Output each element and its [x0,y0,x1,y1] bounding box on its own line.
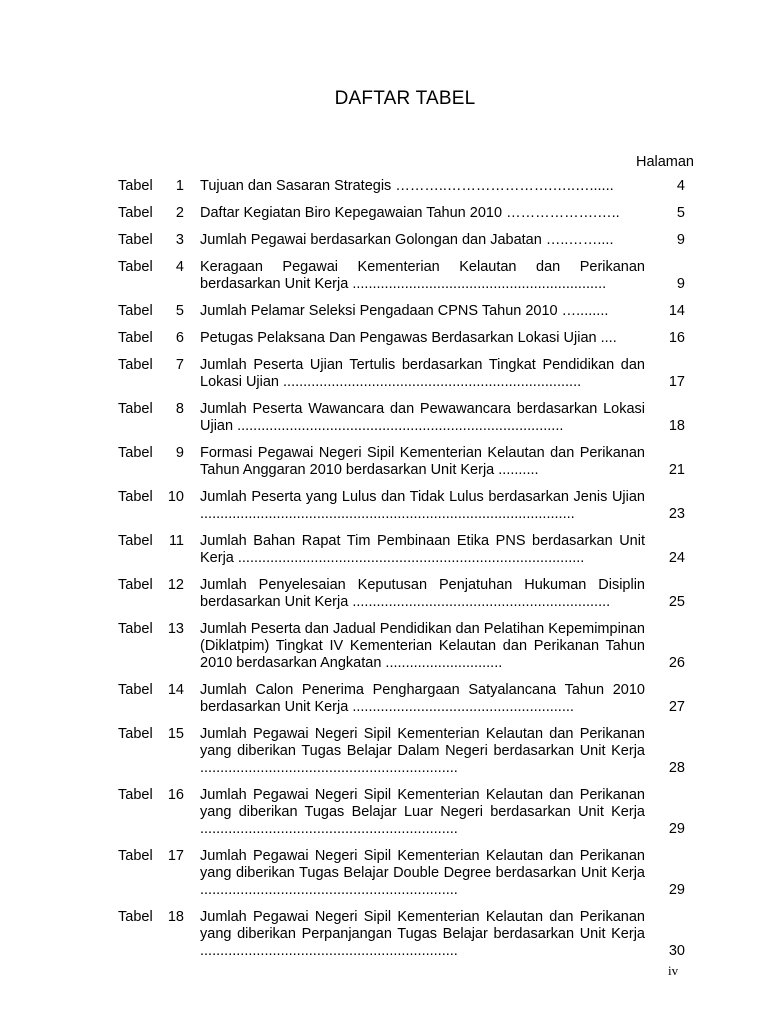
entry-description: Formasi Pegawai Negeri Sipil Kementerian Kelautan dan Perikanan Tahun Anggaran 2010 berdasarkan Unit Kerja .......... [200,445,645,478]
list-item[interactable] [0,303,768,320]
entry-description: Keragaan Pegawai Kementerian Kelautan dan Perikanan berdasarkan Unit Kerja ............................................................... [200,259,645,292]
entry-label: Tabel [118,357,153,373]
entry-description: Jumlah Calon Penerima Penghargaan Satyalancana Tahun 2010 berdasarkan Unit Kerja ....................................................... [200,682,645,715]
list-item[interactable] [0,489,768,523]
entry-number: 9 [175,445,184,461]
entry-number: 13 [167,621,184,637]
entry-page-number: 29 [668,821,685,837]
entry-description: Jumlah Peserta dan Jadual Pendidikan dan Pelatihan Kepemimpinan (Diklatpim) Tingkat IV Kementerian Kelautan dan Perikanan Tahun 2010 berdasarkan Angkatan ............................. [200,621,645,671]
entry-description: Jumlah Penyelesaian Keputusan Penjatuhan Hukuman Disiplin berdasarkan Unit Kerja ................................................................ [200,577,645,610]
list-item[interactable] [0,726,768,777]
entry-page-number: 24 [668,550,685,566]
entry-label: Tabel [118,489,153,505]
entry-page-number: 5 [676,205,685,221]
page-column-header: Halaman [635,154,694,170]
entry-number: 16 [167,787,184,803]
entry-number: 10 [167,489,184,505]
entry-label: Tabel [118,401,153,417]
entry-label: Tabel [118,682,153,698]
entry-description: Jumlah Pegawai berdasarkan Golongan dan Jabatan …..…….... [200,232,614,248]
entry-number: 8 [175,401,184,417]
list-item[interactable] [0,205,768,222]
entry-description: Jumlah Peserta Ujian Tertulis berdasarkan Tingkat Pendidikan dan Lokasi Ujian .......................................................................... [200,357,645,390]
entry-description: Jumlah Pegawai Negeri Sipil Kementerian Kelautan dan Perikanan yang diberikan Tugas Belajar Dalam Negeri berdasarkan Unit Kerja ................................................................ [200,726,645,776]
list-item[interactable] [0,259,768,293]
list-item[interactable] [0,401,768,435]
list-item[interactable] [0,621,768,672]
entry-label: Tabel [118,330,153,346]
entry-page-number: 26 [668,655,685,671]
entry-label: Tabel [118,445,153,461]
entry-page-number: 16 [668,330,685,346]
entry-number: 18 [167,909,184,925]
entry-number: 5 [175,303,184,319]
entry-description: Tujuan dan Sasaran Strategis ………..………………….…..…...... [200,178,614,194]
entry-description: Jumlah Pegawai Negeri Sipil Kementerian Kelautan dan Perikanan yang diberikan Tugas Belajar Double Degree berdasarkan Unit Kerja ................................................................ [200,848,645,898]
list-item[interactable] [0,577,768,611]
entry-number: 12 [167,577,184,593]
entry-description: Jumlah Bahan Rapat Tim Pembinaan Etika PNS berdasarkan Unit Kerja ...................................................................................... [200,533,645,566]
entry-description: Jumlah Peserta yang Lulus dan Tidak Lulus berdasarkan Jenis Ujian ............................................................................................. [200,489,645,522]
entry-page-number: 30 [668,943,685,959]
entry-description: Jumlah Pegawai Negeri Sipil Kementerian Kelautan dan Perikanan yang diberikan Tugas Belajar Luar Negeri berdasarkan Unit Kerja ................................................................ [200,787,645,837]
entry-description: Daftar Kegiatan Biro Kepegawaian Tahun 2010 ……………….….. [200,205,620,221]
entry-page-number: 25 [668,594,685,610]
entry-number: 1 [175,178,184,194]
list-item[interactable] [0,909,768,960]
entry-page-number: 9 [676,276,685,292]
entry-label: Tabel [118,533,153,549]
list-item[interactable] [0,330,768,347]
entry-label: Tabel [118,178,153,194]
entry-label: Tabel [118,205,153,221]
entry-label: Tabel [118,909,153,925]
entry-description: Jumlah Peserta Wawancara dan Pewawancara berdasarkan Lokasi Ujian ................................................................................. [200,401,645,434]
list-item[interactable] [0,178,768,195]
list-item[interactable] [0,232,768,249]
entry-page-number: 18 [668,418,685,434]
entry-number: 11 [168,533,184,549]
list-item[interactable] [0,682,768,716]
entry-page-number: 17 [668,374,685,390]
entry-number: 2 [175,205,184,221]
footer-page-number: iv [668,963,679,978]
entry-label: Tabel [118,577,153,593]
entry-number: 14 [167,682,184,698]
entry-page-number: 28 [668,760,685,776]
page-title: DAFTAR TABEL [334,88,476,109]
entry-page-number: 14 [668,303,685,319]
entry-label: Tabel [118,848,153,864]
list-item[interactable] [0,357,768,391]
entry-description: Petugas Pelaksana Dan Pengawas Berdasarkan Lokasi Ujian .... [200,330,617,346]
list-item[interactable] [0,445,768,479]
entry-label: Tabel [118,726,153,742]
list-item[interactable] [0,787,768,838]
entry-number: 15 [167,726,184,742]
entry-page-number: 27 [668,699,685,715]
entry-label: Tabel [118,787,153,803]
entry-number: 4 [175,259,184,275]
entry-number: 3 [175,232,184,248]
entry-label: Tabel [118,303,153,319]
entry-page-number: 23 [668,506,685,522]
entry-page-number: 29 [668,882,685,898]
entry-page-number: 4 [676,178,685,194]
entry-page-number: 21 [668,462,685,478]
entry-number: 7 [175,357,184,373]
entry-description: Jumlah Pelamar Seleksi Pengadaan CPNS Tahun 2010 …........ [200,303,609,319]
list-item[interactable] [0,848,768,899]
entry-number: 6 [175,330,184,346]
entry-label: Tabel [118,621,153,637]
table-of-tables-list [0,178,768,960]
entry-page-number: 9 [676,232,685,248]
entry-description: Jumlah Pegawai Negeri Sipil Kementerian Kelautan dan Perikanan yang diberikan Perpanjangan Tugas Belajar berdasarkan Unit Kerja ................................................................ [200,909,645,959]
list-item[interactable] [0,533,768,567]
entry-label: Tabel [118,232,153,248]
entry-number: 17 [167,848,184,864]
entry-label: Tabel [118,259,153,275]
